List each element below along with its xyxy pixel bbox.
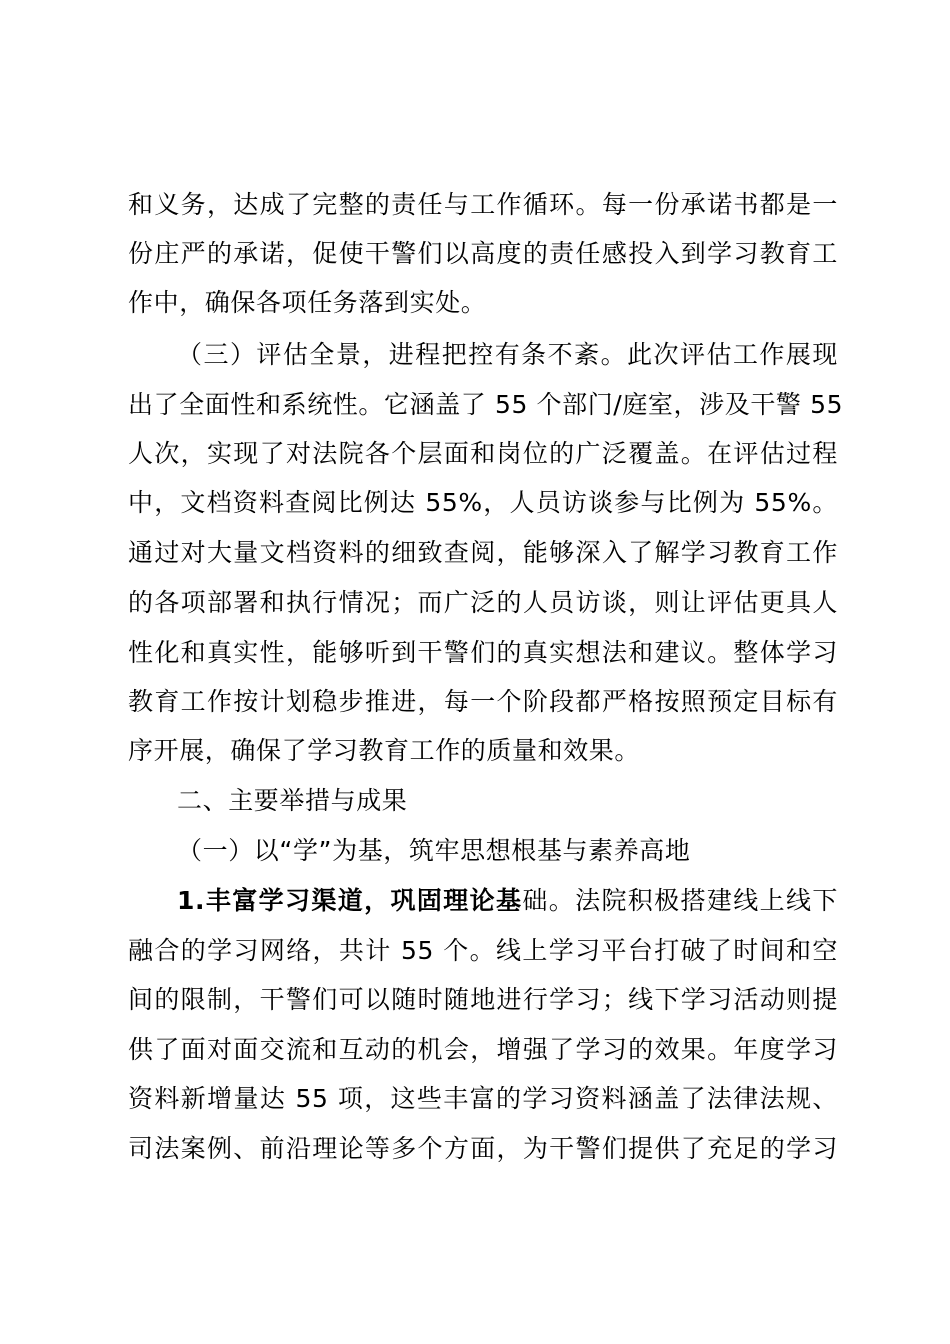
text-line: 供了面对面交流和互动的机会，增强了学习的效果。年度学习 — [128, 1035, 838, 1064]
text-line: 资料新增量达 55 项，这些丰富的学习资料涵盖了法律法规、 — [128, 1084, 838, 1113]
text-line: 间的限制，干警们可以随时随地进行学习；线下学习活动则提 — [128, 985, 838, 1014]
text-line: 融合的学习网络，共计 55 个。线上学习平台打破了时间和空 — [128, 936, 838, 965]
text-line: 性化和真实性，能够听到干警们的真实想法和建议。整体学习 — [128, 638, 838, 667]
bold-lead-heading: 1.丰富学习渠道，巩固理论基 — [177, 886, 523, 915]
text-line: 出了全面性和系统性。它涵盖了 55 个部门/庭室，涉及干警 55 — [128, 390, 844, 419]
text-line: 人次，实现了对法院各个层面和岗位的广泛覆盖。在评估过程 — [128, 439, 838, 468]
text-line: 的各项部署和执行情况；而广泛的人员访谈，则让评估更具人 — [128, 588, 838, 617]
text-line: 中，文档资料查阅比例达 55%，人员访谈参与比例为 55%。 — [128, 488, 838, 517]
text-line: 和义务，达成了完整的责任与工作循环。每一份承诺书都是一 — [128, 190, 838, 219]
text-line: 司法案例、前沿理论等多个方面，为干警们提供了充足的学习 — [128, 1134, 838, 1163]
section-heading-2: 二、主要举措与成果 — [177, 786, 408, 815]
text-line: 份庄严的承诺，促使干警们以高度的责任感投入到学习教育工 — [128, 239, 838, 268]
text-line: 通过对大量文档资料的细致查阅，能够深入了解学习教育工作 — [128, 538, 838, 567]
text-line: 教育工作按计划稳步推进，每一个阶段都严格按照预定目标有 — [128, 687, 838, 716]
text-line-rest: 础。法院积极搭建线上线下 — [522, 886, 839, 915]
text-line — [177, 884, 838, 918]
section-heading-3: （三）评估全景，进程把控有条不紊。此次评估工作展现 — [177, 340, 838, 369]
text-line: 作中，确保各项任务落到实处。 — [128, 288, 487, 317]
text-line: 序开展，确保了学习教育工作的质量和效果。 — [128, 736, 641, 765]
subsection-heading: （一）以“学”为基，筑牢思想根基与素养高地 — [177, 836, 691, 865]
